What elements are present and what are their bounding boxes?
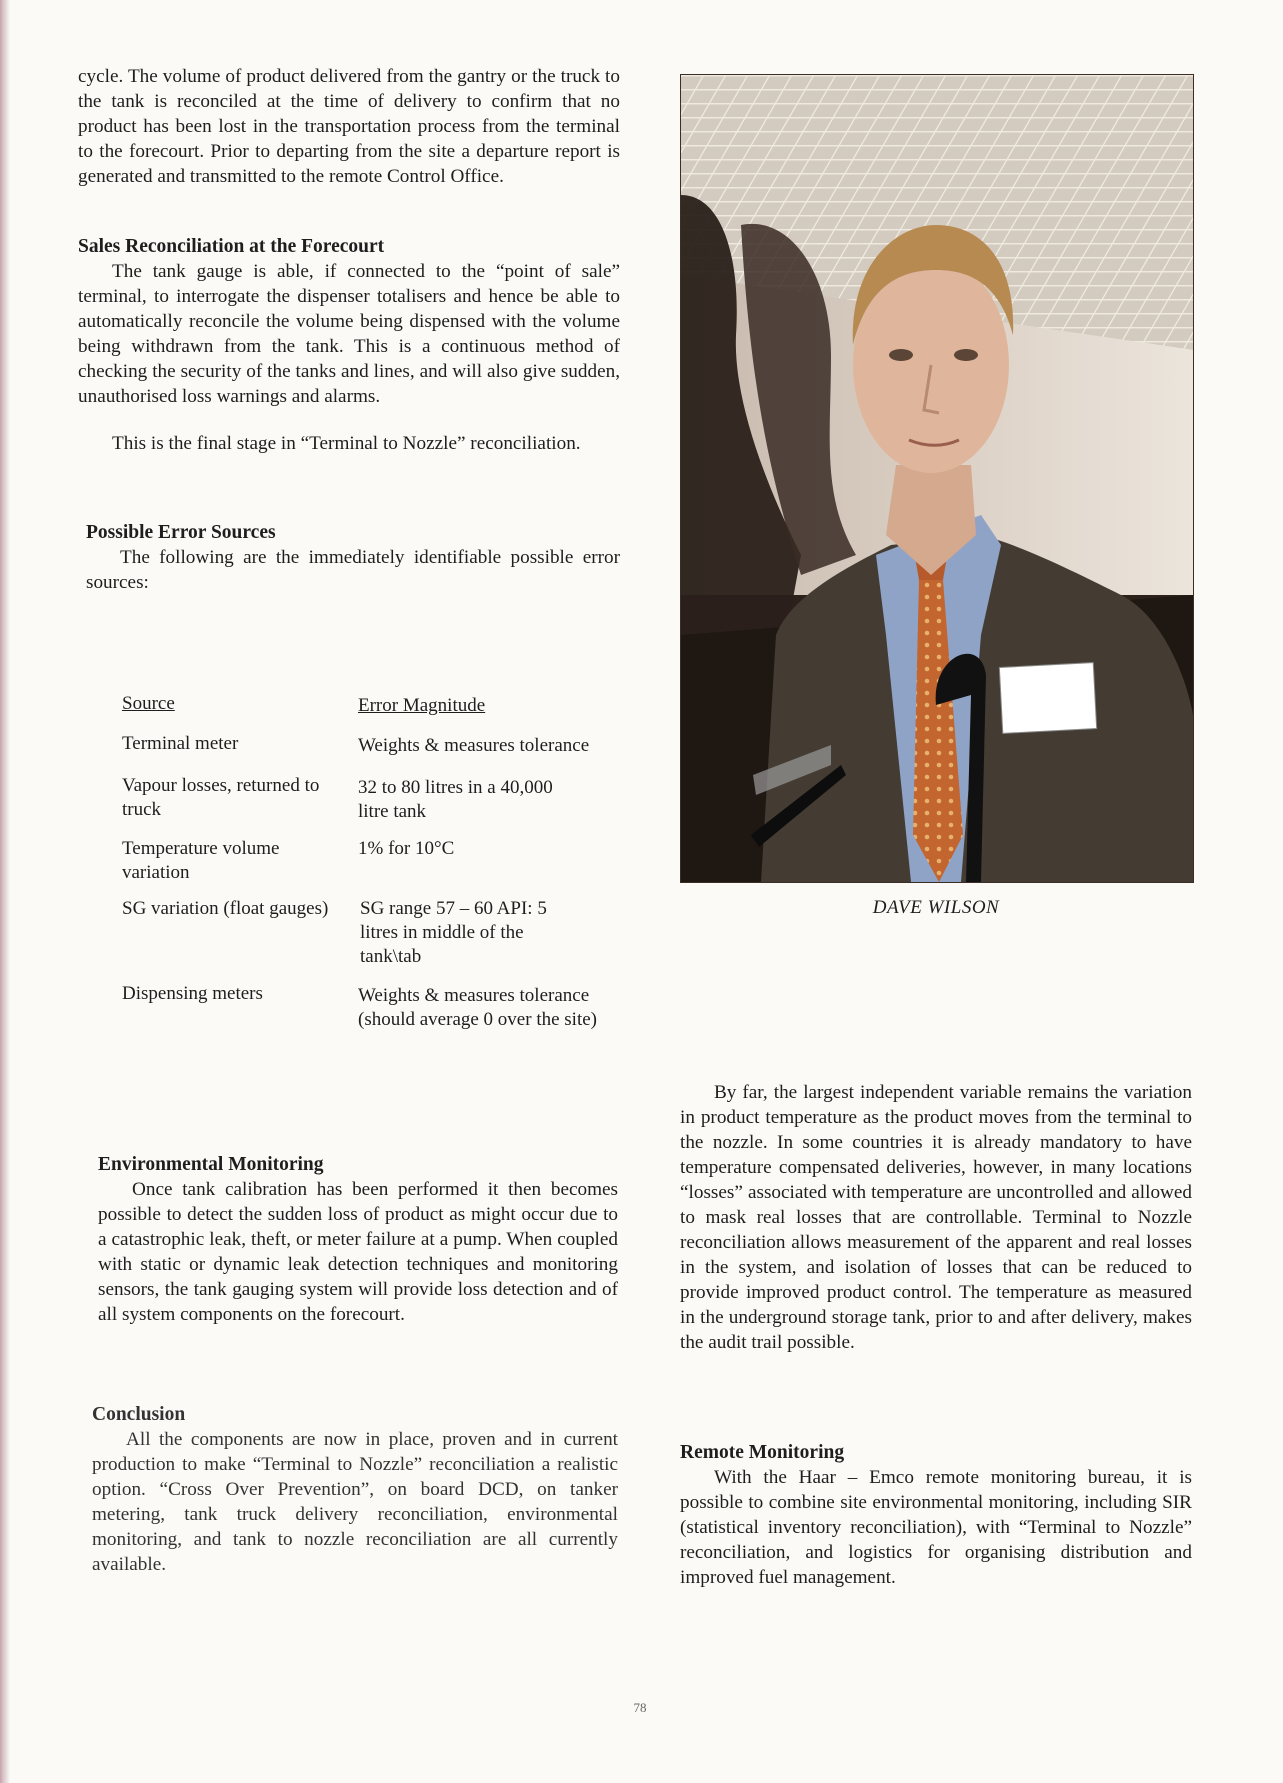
environmental-paragraph: Once tank calibration has been performed it then becomes possible to detect the sudden loss of product as might occur due to a catastrophic leak, theft, or meter failure at a pump. When coupled with static or dynamic leak detection techniques and monitoring sensors, the tank gauging system will provide loss detection and of all system components on the forecourt. <box>98 1179 618 1325</box>
sales-heading: Sales Reconciliation at the Forecourt <box>78 236 385 257</box>
remote-section <box>680 1440 1192 1590</box>
conclusion-heading: Conclusion <box>92 1404 186 1425</box>
errors-intro: The following are the immediately identifiable possible error sources: <box>86 547 620 593</box>
errors-section <box>86 520 620 595</box>
sales-paragraph: The tank gauge is able, if connected to the “point of sale” terminal, to interrogate the dispenser totalisers and hence be able to automatically reconcile the volume being dispensed with the volume being withdrawn from the tank. This is a continuous method of checking the security of the tanks and lines, and will also give sudden, unauthorised loss warnings and alarms. <box>78 261 620 407</box>
error-source: SG variation (float gauges) <box>122 898 329 919</box>
sales-final-paragraph: This is the final stage in “Terminal to Nozzle” reconciliation. <box>112 433 581 454</box>
error-magnitude: 32 to 80 litres in a 40,000 litre tank <box>358 777 553 822</box>
conclusion-section <box>92 1402 618 1577</box>
error-source: Dispensing meters <box>122 983 263 1004</box>
environmental-section <box>98 1152 618 1327</box>
intro-section <box>78 64 620 189</box>
environmental-heading: Environmental Monitoring <box>98 1154 324 1175</box>
remote-paragraph: With the Haar – Emco remote monitoring bureau, it is possible to combine site environmental monitoring, including SIR (statistical inventory reconciliation), with “Terminal to Nozzle” reconciliation, and logistics for organising distribution and improved fuel management. <box>680 1467 1192 1588</box>
error-source: Vapour losses, returned to truck <box>122 775 320 820</box>
source-column-header: Source <box>122 693 175 714</box>
intro-paragraph: cycle. The volume of product delivered from the gantry or the truck to the tank is reconciled at the time of delivery to confirm that no product has been lost in the transportation process from the terminal to the forecourt. Prior to departing from the site a departure report is generated and transmitted to the remote Control Office. <box>78 66 620 187</box>
page-number: 78 <box>633 1700 647 1715</box>
magnitude-column-header: Error Magnitude <box>358 695 486 716</box>
error-magnitude: Weights & measures tolerance <box>358 735 590 756</box>
error-magnitude: 1% for 10°C <box>358 838 455 859</box>
sales-section <box>78 234 620 456</box>
error-magnitude: Weights & measures tolerance (should average 0 over the site) <box>358 985 597 1030</box>
page-edge <box>0 0 10 1783</box>
error-source: Temperature volume variation <box>122 838 280 883</box>
speaker-photo <box>680 74 1194 883</box>
remote-heading: Remote Monitoring <box>680 1442 845 1463</box>
photo-illustration <box>681 75 1193 882</box>
temperature-paragraph: By far, the largest independent variable remains the variation in product temperature as the product moves from the terminal to the nozzle. In some countries it is already mandatory to have temperature compensated deliveries, however, in many locations “losses” associated with temperature are uncontrolled and allowed to mask real losses that are controllable. Terminal to Nozzle reconciliation allows measurement of the apparent and real losses in the system, and isolation of losses that can be reduced to provide improved product control. The temperature as measured in the underground storage tank, prior to and after delivery, makes the audit trail possible. <box>680 1082 1192 1353</box>
error-source: Terminal meter <box>122 733 239 754</box>
right-column <box>680 1080 1192 1588</box>
error-magnitude: SG range 57 – 60 API: 5 litres in middle of the tank\tab <box>360 898 547 967</box>
photo-caption: DAVE WILSON <box>872 897 1000 918</box>
conclusion-paragraph: All the components are now in place, proven and in current production to make “Terminal to Nozzle” reconciliation a realistic option. “Cross Over Prevention”, on board DCD, on tanker metering, tank truck delivery reconciliation, environmental monitoring, and tank to nozzle reconciliation are all currently available. <box>92 1429 618 1575</box>
errors-heading: Possible Error Sources <box>86 522 276 543</box>
